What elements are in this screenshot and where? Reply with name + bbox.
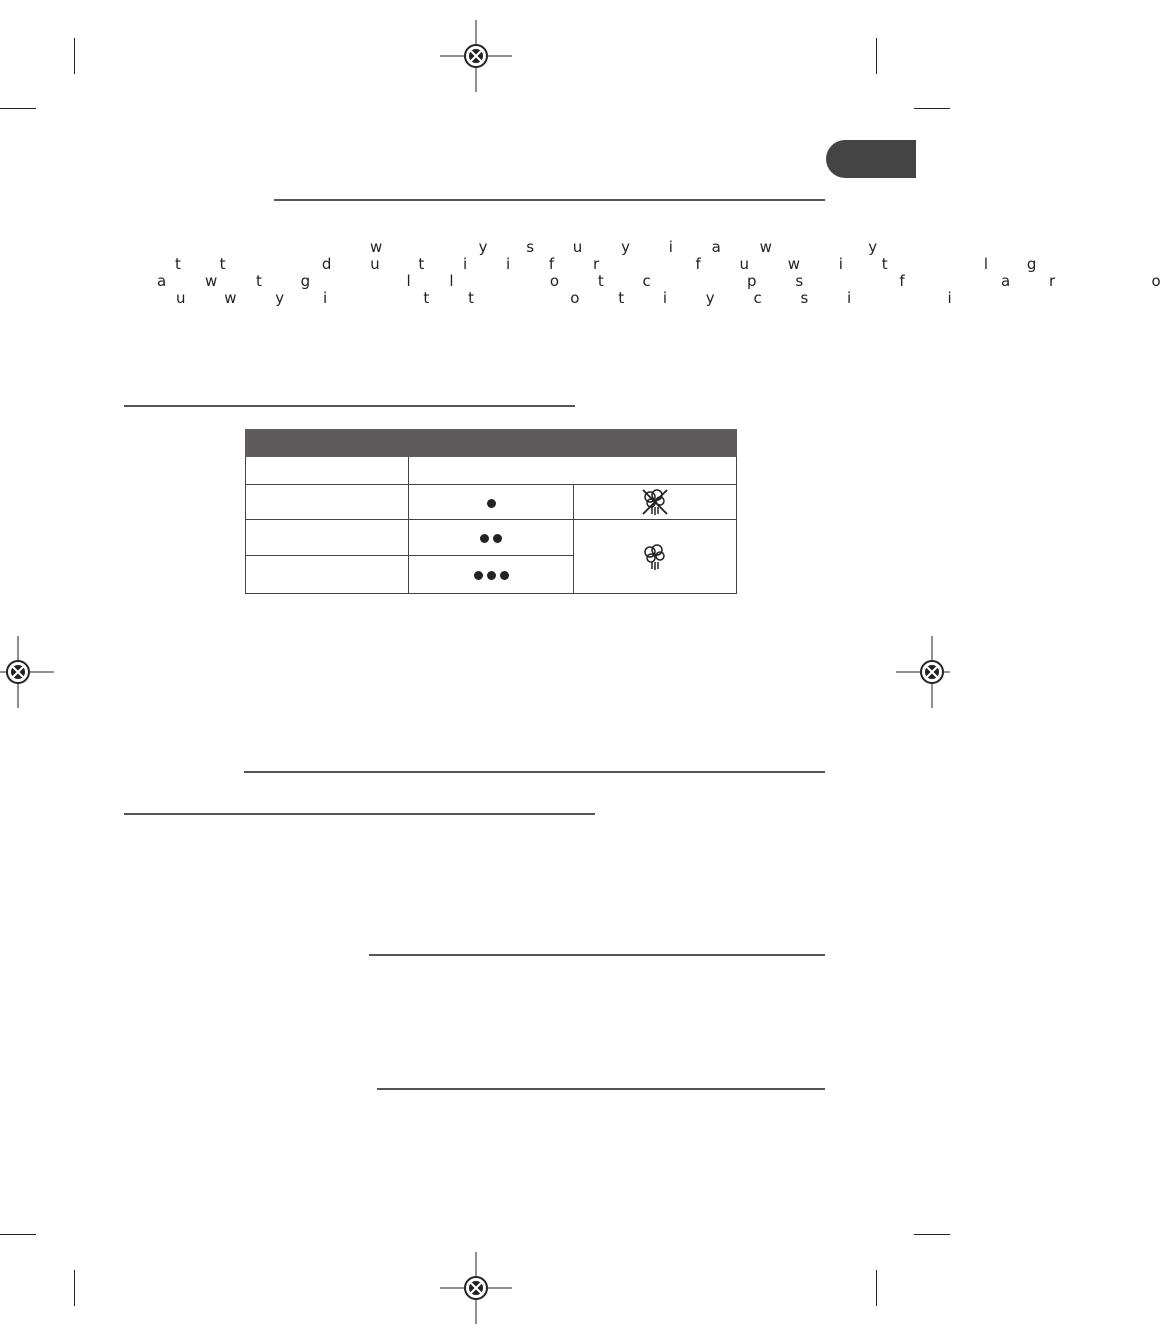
body-text-line: w y s u y i a w y bbox=[370, 238, 888, 256]
crop-mark bbox=[876, 1270, 877, 1306]
body-text-line: u w y i t t o t i y c s i i bbox=[176, 289, 962, 307]
settings-table bbox=[245, 429, 737, 594]
temp-setting-3 bbox=[409, 556, 574, 594]
section-rule bbox=[124, 405, 575, 407]
crop-mark bbox=[914, 108, 950, 109]
table-row bbox=[246, 457, 737, 485]
dot-icon bbox=[474, 571, 483, 580]
table-cell bbox=[246, 485, 409, 520]
section-rule bbox=[274, 199, 825, 201]
steam-icon bbox=[640, 542, 670, 572]
table-cell bbox=[246, 520, 409, 556]
section-rule bbox=[377, 1088, 825, 1090]
table-header-row bbox=[246, 430, 737, 457]
dot-icon bbox=[487, 571, 496, 580]
section-rule bbox=[244, 771, 825, 773]
registration-mark-icon bbox=[0, 636, 54, 708]
section-rule bbox=[369, 954, 825, 956]
body-text-line: a w t g l l o t c p s f a r o bbox=[157, 272, 1171, 290]
registration-mark-icon bbox=[440, 1252, 512, 1324]
dot-icon bbox=[487, 499, 496, 508]
temp-setting-1 bbox=[409, 485, 574, 520]
table-cell bbox=[246, 556, 409, 594]
no-steam-icon bbox=[640, 487, 670, 517]
crop-mark bbox=[0, 1234, 36, 1235]
body-text-line: t t d u t i i f r f u w i t l g bbox=[175, 255, 1047, 273]
steam-cell bbox=[574, 520, 737, 594]
no-steam-cell bbox=[574, 485, 737, 520]
crop-mark bbox=[74, 38, 75, 74]
dot-icon bbox=[493, 534, 502, 543]
dot-icon bbox=[500, 571, 509, 580]
section-rule bbox=[124, 813, 595, 815]
table-row bbox=[246, 520, 737, 556]
registration-mark-icon bbox=[440, 20, 512, 92]
crop-mark bbox=[74, 1270, 75, 1306]
table-cell bbox=[409, 457, 737, 485]
table-header-cell bbox=[246, 430, 737, 457]
table-row bbox=[246, 485, 737, 520]
language-tab bbox=[826, 140, 916, 178]
crop-mark bbox=[0, 108, 36, 109]
crop-mark bbox=[876, 38, 877, 74]
temp-setting-2 bbox=[409, 520, 574, 556]
crop-mark bbox=[914, 1234, 950, 1235]
table-cell bbox=[246, 457, 409, 485]
dot-icon bbox=[480, 534, 489, 543]
registration-mark-icon bbox=[896, 636, 950, 708]
